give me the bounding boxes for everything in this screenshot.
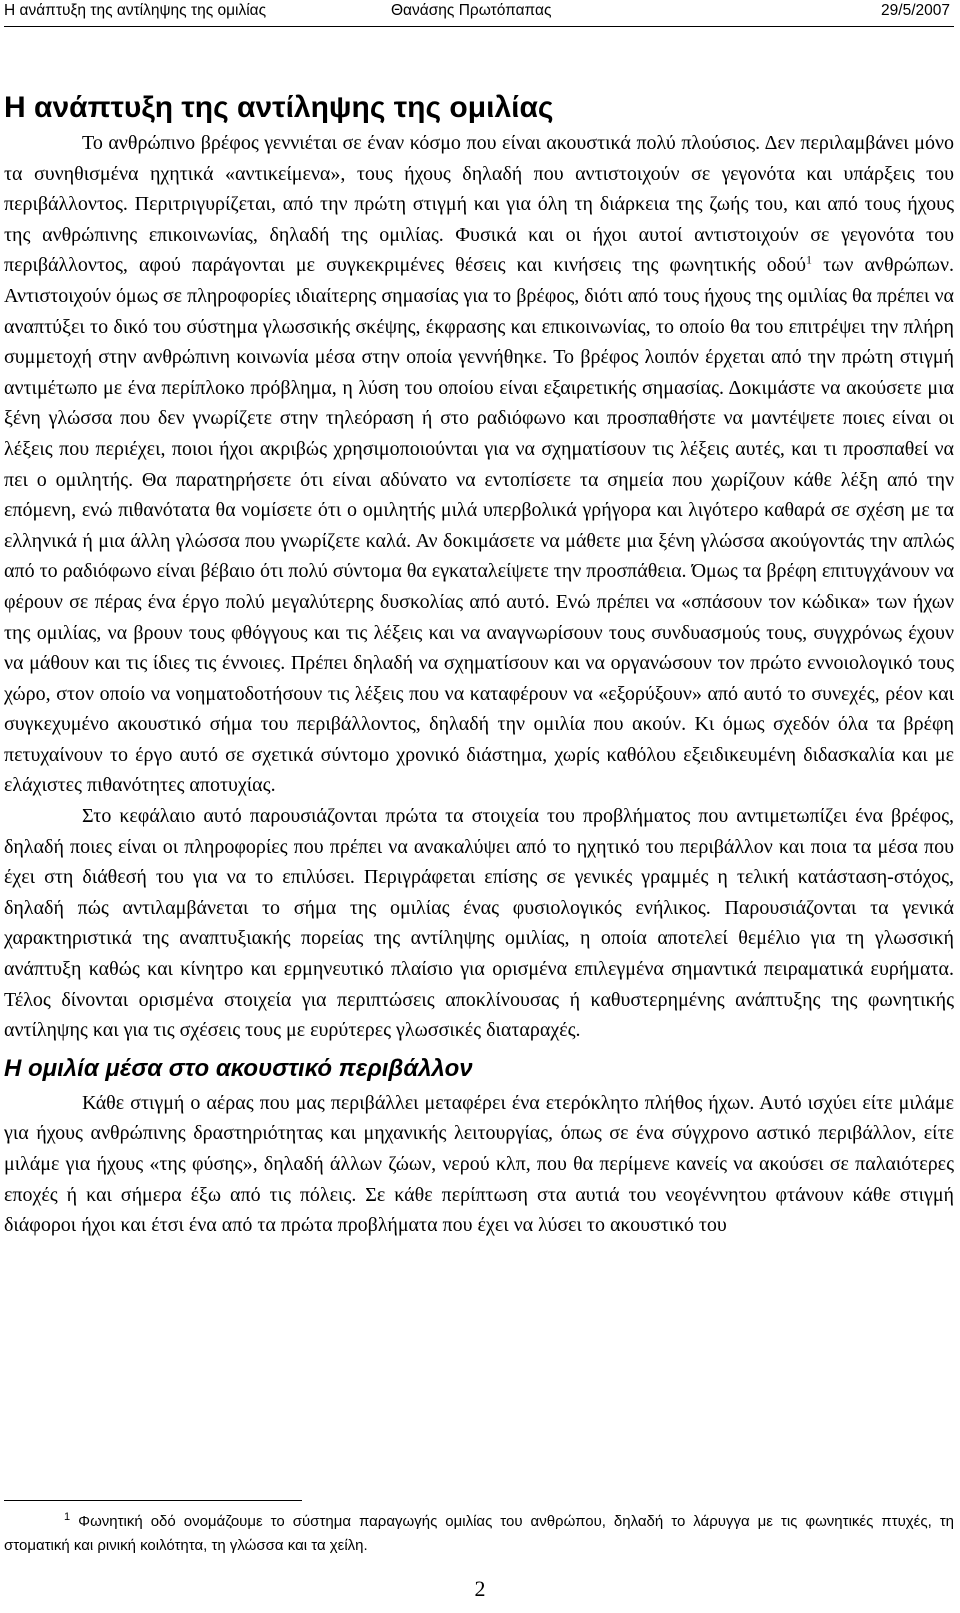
footnote-text: Φωνητική οδό ονομάζουμε το σύστημα παραγωγής ομιλίας του ανθρώπου, δηλαδή το λάρυγγα με τις φωνητικές πτυχές, τη στοματική και ρινική κοιλότητα, τη γλώσσα και τα χείλη.	[4, 1513, 954, 1554]
header-divider	[4, 26, 954, 27]
page-number: 2	[474, 1576, 486, 1601]
footnote-reference[interactable]: 1	[806, 252, 813, 267]
section-heading: Η ανάπτυξη της αντίληψης της ομιλίας	[4, 91, 554, 124]
paragraph	[4, 128, 954, 801]
paragraph-text: των ανθρώπων. Αντιστοιχούν όμως σε πληροφορίες ιδιαίτερης σημασίας για το βρέφος, διότι από τους ήχους της ομιλίας θα πρέπει να αναπτύξει το δικό του σύστημα γλωσσικής σκέψης, έκφρασης και επικοινωνίας, το οποίο θα του επιτρέψει την πλήρη συμμετοχή στην ανθρώπινη κοινωνία μέσα στην οποία γεννήθηκε. Το βρέφος λοιπόν έρχεται από την πρώτη στιγμή αντιμέτωπο με ένα περίπλοκο πρόβλημα, η λύση του οποίου είναι εξαιρετικής σημασίας. Δοκιμάστε να ακούσετε μια ξένη γλώσσα που δεν γνωρίζετε στην τηλεόραση ή στο ραδιόφωνο και προσπαθήστε να μαντέψετε ποιες είναι οι λέξεις που περιέχει, ποιοι ήχοι ακριβώς χρησιμοποιούνται για να σχηματίσουν τις λέξεις αυτές, και τι προσπαθεί να πει ο ομιλητής. Θα παρατηρήσετε ότι είναι αδύνατο να εντοπίσετε τα σημεία που χωρίζουν κάθε λέξη από την επόμενη, ενώ πιθανότατα θα νομίσετε ότι ο ομιλητής μιλά υπερβολικά γρήγορα και λιγότερο καθαρά σε σχέση με τα ελληνικά ή μια άλλη γλώσσα που γνωρίζετε καλά. Αν δοκιμάσετε να μάθετε μια ξένη γλώσσα ακούγοντάς την απλώς από το ραδιόφωνο είναι βέβαιο ότι πολύ σύντομα θα εγκαταλείψετε την προσπάθεια. Όμως τα βρέφη επιτυγχάνουν να φέρουν σε πέρας ένα έργο πολύ μεγαλύτερης δυσκολίας από αυτό. Ενώ πρέπει να «σπάσουν τον κώδικα» των ήχων της ομιλίας, να βρουν τους φθόγγους και τις λέξεις και να αναγνωρίσουν τους συνδυασμούς τους, συγχρόνως έχουν να μάθουν και τις ίδιες τις έννοιες. Πρέπει δηλαδή να σχηματίσουν και να οργανώσουν τον πρώτο εννοιολογικό τους χώρο, στον οποίο να νοηματοδοτήσουν τις λέξεις που να καταφέρουν να «εξορύξουν» από αυτό το συνεχές, ρέον και συγκεχυμένο ακουστικό σήμα του περιβάλλοντος, δηλαδή την ομιλία που ακούν. Κι όμως σχεδόν όλα τα βρέφη πετυχαίνουν το έργο αυτό σε σχετικά σύντομο χρονικό διάστημα, χωρίς καθόλου εξειδικευμένη διδασκαλία και με ελάχιστες πιθανότητες αποτυχίας.	[4, 254, 954, 797]
paragraph: Κάθε στιγμή ο αέρας που μας περιβάλλει μεταφέρει ένα ετερόκλητο πλήθος ήχων. Αυτό ισχύει είτε μιλάμε για ήχους ανθρώπινης δραστηριότητας και μηχανικής λειτουργίας, όπως σε ένα σύγχρονο αστικό περιβάλλον, είτε μιλάμε για ήχους «της φύσης», δηλαδή άλλων ζώων, νερού κλπ, που θα περίμενε κανείς να ακούσει σε παλαιότερες εποχές ή και σήμερα έξω από τις πόλεις. Σε κάθε περίπτωση στα αυτιά του νεογέννητου φτάνουν κάθε στιγμή διάφοροι ήχοι και έτσι ένα από τα πρώτα προβλήματα που έχει να λύσει το ακουστικό του	[4, 1091, 954, 1237]
document-body	[4, 88, 954, 1241]
footnote-divider	[4, 1500, 302, 1501]
subsection-heading: Η ομιλία μέσα στο ακουστικό περιβάλλον	[4, 1054, 473, 1082]
paragraph-text: Το ανθρώπινο βρέφος γεννιέται σε έναν κόσμο που είναι ακουστικά πολύ πλούσιος. Δεν περιλαμβάνει μόνο τα συνηθισμένα ηχητικά «αντικείμενα», τους ήχους δηλαδή που αντιστοιχούν σε γεγονότα και υπάρξεις του περιβάλλοντος. Περιτριγυρίζεται, από την πρώτη στιγμή και για όλη τη διάρκεια της ζωής του, και από τους ήχους της ανθρώπινης επικοινωνίας, δηλαδή της ομιλίας. Φυσικά και οι ήχοι αυτοί αντιστοιχούν σε γεγονότα του περιβάλλοντος, αφού παράγονται με συγκεκριμένες θέσεις και κινήσεις της φωνητικής οδού	[4, 132, 954, 277]
footnote-marker: 1	[64, 1511, 71, 1523]
header-date: 29/5/2007	[881, 2, 950, 19]
header-title: Η ανάπτυξη της αντίληψης της ομιλίας	[4, 2, 267, 19]
paragraph: Στο κεφάλαιο αυτό παρουσιάζονται πρώτα τα στοιχεία του προβλήματος που αντιμετωπίζει ένα βρέφος, δηλαδή ποιες είναι οι πληροφορίες που πρέπει να ανακαλύψει από το ηχητικό του περιβάλλον και ποια τα μέσα που έχει στη διάθεσή του για να το επιλύσει. Περιγράφεται επίσης σε γενικές γραμμές η τελική κατάσταση-στόχος, δηλαδή πώς αντιλαμβάνεται το σήμα της ομιλίας ένας φυσιολογικός ενήλικος. Παρουσιάζονται τα γενικά χαρακτηριστικά της αναπτυξιακής πορείας της αντίληψης ομιλίας, η οποία αποτελεί θεμέλιο για τη γλωσσική ανάπτυξη καθώς και κίνητρο και ερμηνευτικό πλαίσιο για ορισμένα επιλεγμένα σημαντικά πειραματικά ευρήματα. Τέλος δίνονται ορισμένα στοιχεία για περιπτώσεις αποκλίνουσας ή καθυστερημένης ανάπτυξης της φωνητικής αντίληψης και για τις σχέσεις τους με ευρύτερες γλωσσικές διαταραχές.	[4, 805, 954, 1042]
header-author: Θανάσης Πρωτόπαπας	[391, 2, 552, 19]
running-header	[0, 0, 960, 30]
footnote	[4, 1510, 954, 1558]
